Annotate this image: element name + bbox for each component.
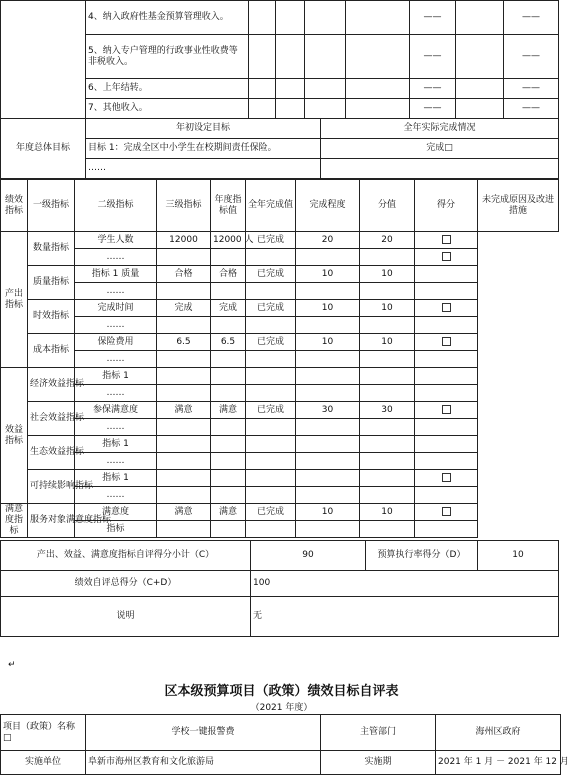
indicator-degree — [246, 283, 296, 300]
header-score: 分值 — [360, 180, 415, 232]
indicator-score — [296, 351, 360, 368]
dept-label: 主管部门 — [321, 715, 436, 751]
indicator-target — [157, 249, 211, 266]
dash-cell: —— — [410, 79, 456, 99]
group-output: 产出指标 — [1, 232, 28, 368]
indicator-got — [360, 419, 415, 436]
indicator-got — [360, 351, 415, 368]
indicator-score — [296, 453, 360, 470]
indicator-got — [360, 436, 415, 453]
header-annual-target: 年度指标值 — [211, 180, 246, 232]
indicator-target — [157, 419, 211, 436]
dash-cell: —— — [410, 99, 456, 119]
indicator-table — [0, 179, 559, 538]
header-degree: 完成程度 — [296, 180, 360, 232]
indicator-level3: …… — [75, 487, 157, 504]
indicator-level2: 生态效益指标 — [28, 436, 75, 470]
project-name-label: 项目（政策）名称□ — [1, 715, 86, 751]
indicator-level3: 指标 1 — [75, 436, 157, 453]
indicator-reason — [415, 283, 478, 300]
header-got: 得分 — [415, 180, 478, 232]
project-info-table — [0, 714, 569, 775]
indicator-got: 10 — [360, 266, 415, 283]
indicator-row — [1, 453, 559, 470]
indicator-got: 20 — [360, 232, 415, 249]
indicator-degree — [246, 385, 296, 402]
indicator-score — [296, 249, 360, 266]
budget-value: 10 — [478, 541, 559, 571]
indicator-level2: 质量指标 — [28, 266, 75, 300]
indicator-level3: 指标 1 质量 — [75, 266, 157, 283]
indicator-degree — [246, 249, 296, 266]
indicator-score: 10 — [296, 504, 360, 521]
indicator-target: 12000 — [157, 232, 211, 249]
indicator-score — [296, 436, 360, 453]
indicator-actual — [211, 453, 246, 470]
indicator-level2: 社会效益指标 — [28, 402, 75, 436]
indicator-got — [360, 487, 415, 504]
indicator-target: 完成 — [157, 300, 211, 317]
indicator-degree: 已完成 — [246, 504, 296, 521]
indicator-reason — [415, 351, 478, 368]
dash-cell: —— — [504, 99, 559, 119]
indicator-level2: 成本指标 — [28, 334, 75, 368]
indicator-score: 30 — [296, 402, 360, 419]
indicator-level3: …… — [75, 385, 157, 402]
indicator-reason — [415, 317, 478, 334]
indicator-actual — [211, 249, 246, 266]
page-year: （2021 年度） — [250, 703, 313, 713]
summary-table — [0, 540, 559, 637]
dash-cell: —— — [504, 1, 559, 35]
indicator-row — [1, 232, 559, 249]
indicator-got: 10 — [360, 300, 415, 317]
indicator-reason — [415, 453, 478, 470]
indicator-target — [157, 368, 211, 385]
dept-value: 海州区政府 — [436, 715, 561, 751]
indicator-level3: 满意度 — [75, 504, 157, 521]
revenue-label: 6、上年结转。 — [86, 79, 249, 99]
goal-actual: 完成□ — [321, 139, 559, 159]
indicator-actual — [211, 283, 246, 300]
checkbox-icon — [442, 252, 451, 261]
indicator-row — [1, 266, 559, 283]
indicator-score: 10 — [296, 334, 360, 351]
indicator-score — [296, 470, 360, 487]
subtotal-value: 90 — [251, 541, 366, 571]
indicator-actual: 12000 人 — [211, 232, 246, 249]
indicator-row — [1, 368, 559, 385]
indicator-actual — [211, 521, 246, 538]
indicator-degree — [246, 521, 296, 538]
indicator-row — [1, 419, 559, 436]
indicator-actual — [211, 487, 246, 504]
indicator-score: 10 — [296, 300, 360, 317]
checkbox-icon — [442, 303, 451, 312]
checkbox-icon — [442, 405, 451, 414]
indicator-level3: 保险费用 — [75, 334, 157, 351]
checkbox-icon — [442, 235, 451, 244]
project-name-value: 学校一键报警费 — [86, 715, 321, 751]
indicator-degree — [246, 351, 296, 368]
indicator-degree: 已完成 — [246, 334, 296, 351]
indicator-header — [1, 180, 559, 232]
indicator-degree — [246, 487, 296, 504]
header-level2: 二级指标 — [75, 180, 157, 232]
checkbox-icon — [442, 473, 451, 482]
indicator-target — [157, 385, 211, 402]
revenue-row — [1, 1, 559, 35]
indicator-actual: 合格 — [211, 266, 246, 283]
indicator-actual: 满意 — [211, 402, 246, 419]
indicator-reason — [415, 385, 478, 402]
indicator-row — [1, 283, 559, 300]
budget-label: 预算执行率得分（D） — [366, 541, 478, 571]
indicator-target: 合格 — [157, 266, 211, 283]
header-reason: 未完成原因及改进措施 — [478, 180, 559, 232]
indicator-target — [157, 317, 211, 334]
indicator-got: 10 — [360, 334, 415, 351]
indicator-level3: 指标 1 — [75, 368, 157, 385]
indicator-score — [296, 283, 360, 300]
indicator-target: 6.5 — [157, 334, 211, 351]
dash-cell: —— — [504, 79, 559, 99]
goal-ellipsis: …… — [86, 159, 321, 179]
indicator-reason — [415, 300, 478, 317]
period-label: 实施期 — [321, 751, 436, 775]
dash-cell: —— — [504, 35, 559, 79]
group-satisfaction: 满意度指标 — [1, 504, 28, 538]
dash-cell: —— — [410, 35, 456, 79]
indicator-degree — [246, 470, 296, 487]
indicator-score: 10 — [296, 266, 360, 283]
indicator-row — [1, 300, 559, 317]
indicator-score — [296, 521, 360, 538]
indicator-row — [1, 504, 559, 521]
indicator-level3: 参保满意度 — [75, 402, 157, 419]
header-level3: 三级指标 — [157, 180, 211, 232]
goal-head-actual: 全年实际完成情况 — [321, 119, 559, 139]
indicator-degree — [246, 436, 296, 453]
indicator-actual — [211, 436, 246, 453]
indicator-got: 30 — [360, 402, 415, 419]
indicator-actual — [211, 419, 246, 436]
indicator-reason — [415, 249, 478, 266]
group-benefit: 效益指标 — [1, 368, 28, 504]
impl-unit-label: 实施单位 — [1, 751, 86, 775]
indicator-reason — [415, 232, 478, 249]
indicator-reason — [415, 334, 478, 351]
return-mark-icon: ↵ — [8, 660, 16, 670]
indicator-reason — [415, 368, 478, 385]
checkbox-icon — [442, 507, 451, 516]
indicator-row — [1, 385, 559, 402]
indicator-target — [157, 487, 211, 504]
total-value: 100 — [251, 571, 559, 597]
revenue-left-blank — [1, 1, 86, 119]
indicator-target — [157, 351, 211, 368]
indicator-target — [157, 470, 211, 487]
indicator-actual: 完成 — [211, 300, 246, 317]
indicator-level2: 数量指标 — [28, 232, 75, 266]
indicator-actual: 6.5 — [211, 334, 246, 351]
indicator-reason — [415, 504, 478, 521]
indicator-row — [1, 402, 559, 419]
indicator-actual — [211, 317, 246, 334]
indicator-level2: 时效指标 — [28, 300, 75, 334]
indicator-degree: 已完成 — [246, 300, 296, 317]
indicator-target: 满意 — [157, 504, 211, 521]
indicator-actual — [211, 470, 246, 487]
indicator-degree: 已完成 — [246, 266, 296, 283]
indicator-got — [360, 249, 415, 266]
period-value: 2021 年 1 月 － 2021 年 12 月 — [436, 751, 561, 775]
indicator-reason — [415, 419, 478, 436]
indicator-level3: 指标 1 — [75, 470, 157, 487]
indicator-target — [157, 521, 211, 538]
indicator-score — [296, 487, 360, 504]
indicator-reason — [415, 266, 478, 283]
indicator-score: 20 — [296, 232, 360, 249]
indicator-level3: …… — [75, 317, 157, 334]
indicator-score — [296, 385, 360, 402]
indicator-target — [157, 283, 211, 300]
indicator-row — [1, 249, 559, 266]
indicator-actual: 满意 — [211, 504, 246, 521]
indicator-score — [296, 419, 360, 436]
indicator-degree — [246, 317, 296, 334]
indicator-level3: …… — [75, 351, 157, 368]
indicator-got — [360, 521, 415, 538]
indicator-reason — [415, 436, 478, 453]
goal-target: 目标 1：完成全区中小学生在校期间责任保险。 — [86, 139, 321, 159]
total-label: 绩效自评总得分（C+D） — [1, 571, 251, 597]
indicator-level2: 服务对象满意度指标 — [28, 504, 75, 538]
indicator-level3: 指标 — [75, 521, 157, 538]
indicator-target — [157, 436, 211, 453]
indicator-degree — [246, 419, 296, 436]
impl-unit-value: 阜新市海州区教育和文化旅游局 — [86, 751, 321, 775]
indicator-reason — [415, 521, 478, 538]
indicator-got: 10 — [360, 504, 415, 521]
indicator-level3: …… — [75, 419, 157, 436]
revenue-label: 7、其他收入。 — [86, 99, 249, 119]
checkbox-icon — [442, 337, 451, 346]
indicator-degree — [246, 368, 296, 385]
note-label: 说明 — [1, 597, 251, 637]
indicator-level3: 完成时间 — [75, 300, 157, 317]
indicator-got — [360, 453, 415, 470]
indicator-score — [296, 317, 360, 334]
perf-indicator-label: 绩效指标 — [1, 180, 28, 232]
indicator-row — [1, 470, 559, 487]
revenue-label: 4、纳入政府性基金预算管理收入。 — [86, 1, 249, 35]
subtotal-label: 产出、效益、满意度指标自评得分小计（C） — [1, 541, 251, 571]
indicator-degree: 已完成 — [246, 232, 296, 249]
revenue-table — [0, 0, 559, 119]
goal-head-plan: 年初设定目标 — [86, 119, 321, 139]
indicator-level2: 经济效益指标 — [28, 368, 75, 402]
header-level1: 一级指标 — [28, 180, 75, 232]
indicator-got — [360, 317, 415, 334]
note-value: 无 — [251, 597, 559, 637]
indicator-got — [360, 283, 415, 300]
dash-cell: —— — [410, 1, 456, 35]
indicator-reason — [415, 487, 478, 504]
indicator-level3: …… — [75, 283, 157, 300]
indicator-score — [296, 368, 360, 385]
page-title: 区本级预算项目（政策）绩效目标自评表 — [164, 684, 399, 699]
goal-table — [0, 118, 559, 179]
revenue-label: 5、纳入专户管理的行政事业性收费等非税收入。 — [86, 35, 249, 79]
indicator-level2: 可持续影响指标 — [28, 470, 75, 504]
indicator-actual — [211, 368, 246, 385]
header-actual: 全年完成值 — [246, 180, 296, 232]
goal-row-label: 年度总体目标 — [1, 119, 86, 179]
indicator-reason — [415, 402, 478, 419]
indicator-level3: …… — [75, 249, 157, 266]
indicator-level3: 学生人数 — [75, 232, 157, 249]
indicator-row — [1, 351, 559, 368]
indicator-actual — [211, 385, 246, 402]
indicator-degree: 已完成 — [246, 402, 296, 419]
indicator-row — [1, 436, 559, 453]
indicator-level3: …… — [75, 453, 157, 470]
indicator-row — [1, 317, 559, 334]
indicator-degree — [246, 453, 296, 470]
indicator-actual — [211, 351, 246, 368]
indicator-target — [157, 453, 211, 470]
indicator-got — [360, 385, 415, 402]
indicator-reason — [415, 470, 478, 487]
indicator-target: 满意 — [157, 402, 211, 419]
indicator-got — [360, 470, 415, 487]
indicator-row — [1, 334, 559, 351]
indicator-got — [360, 368, 415, 385]
